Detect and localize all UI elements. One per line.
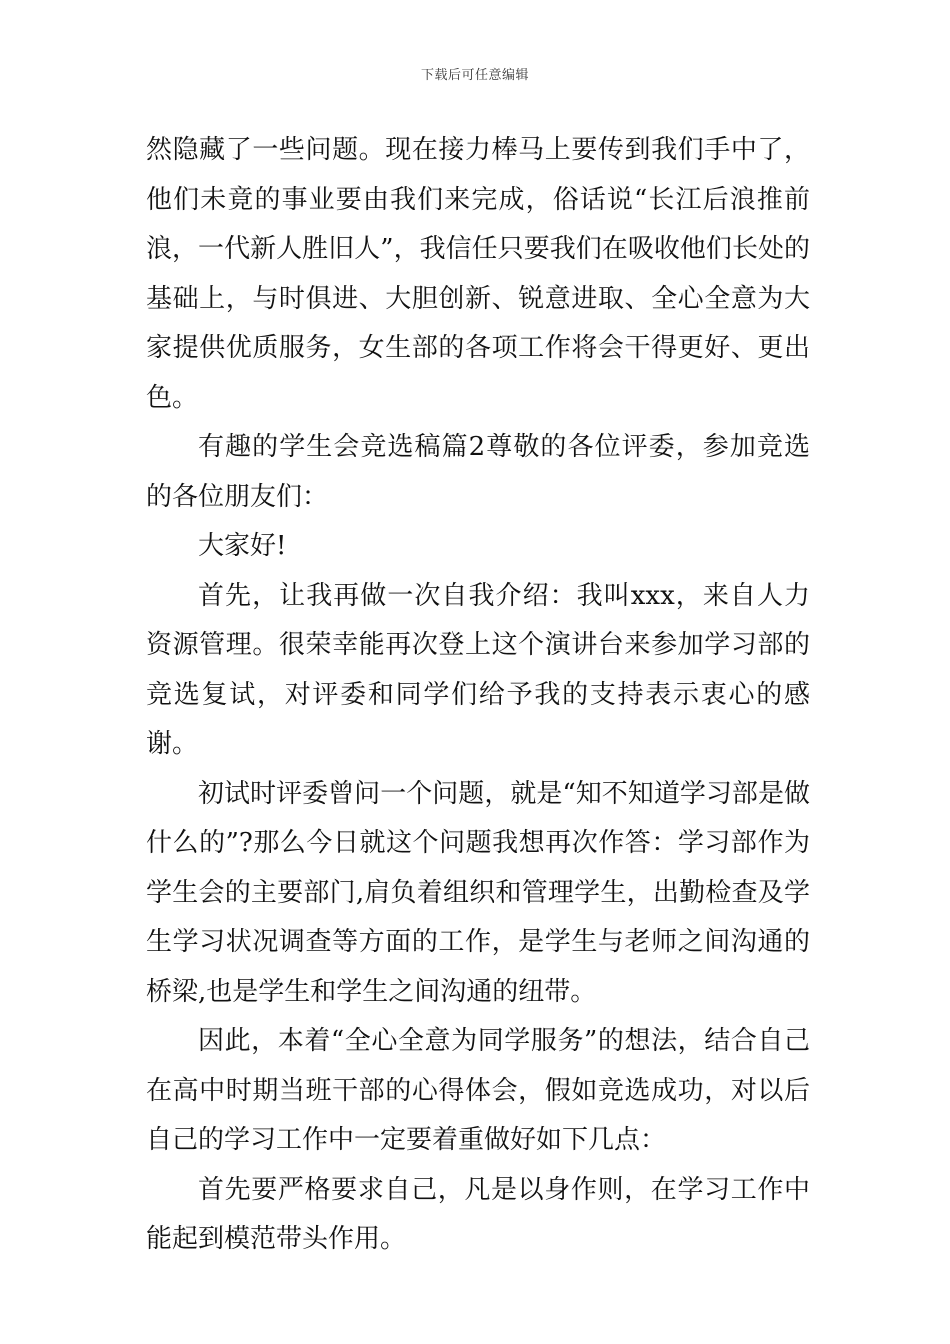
paragraph-plan-intro: 因此，本着“全心全意为同学服务”的想法，结合自己在高中时期当班干部的心得体会，假如竞选成功，对以后自己的学习工作中一定要着重做好如下几点： [146, 1026, 810, 1155]
document-body [146, 126, 810, 1265]
header-note: 下载后可任意编辑 [420, 68, 529, 83]
paragraph-greeting: 大家好! [198, 531, 287, 561]
paragraph-speech-title: 有趣的学生会竞选稿篇2尊敬的各位评委，参加竞选的各位朋友们： [146, 432, 810, 512]
paragraph-department-role: 初试时评委曾问一个问题，就是“知不知道学习部是做什么的”?那么今日就这个问题我想再次作答：学习部作为学生会的主要部门,肩负着组织和管理学生，出勤检查及学生学习状况调查等方面的工作，是学生与老师之间沟通的桥梁,也是学生和学生之间沟通的纽带。 [146, 778, 810, 1007]
paragraph-continuation: 然隐藏了一些问题。现在接力棒马上要传到我们手中了，他们未竟的事业要由我们来完成，俗话说“长江后浪推前浪，一代新人胜旧人”，我信任只要我们在吸收他们长处的基础上，与时俱进、大胆创新、锐意进取、全心全意为大家提供优质服务，女生部的各项工作将会干得更好、更出色。 [146, 135, 810, 413]
paragraph-first-point: 首先要严格要求自己，凡是以身作则，在学习工作中能起到模范带头作用。 [146, 1174, 810, 1254]
paragraph-introduction: 首先，让我再做一次自我介绍：我叫xxx，来自人力资源管理。很荣幸能再次登上这个演讲台来参加学习部的竞选复试，对评委和同学们给予我的支持表示衷心的感谢。 [146, 580, 810, 759]
